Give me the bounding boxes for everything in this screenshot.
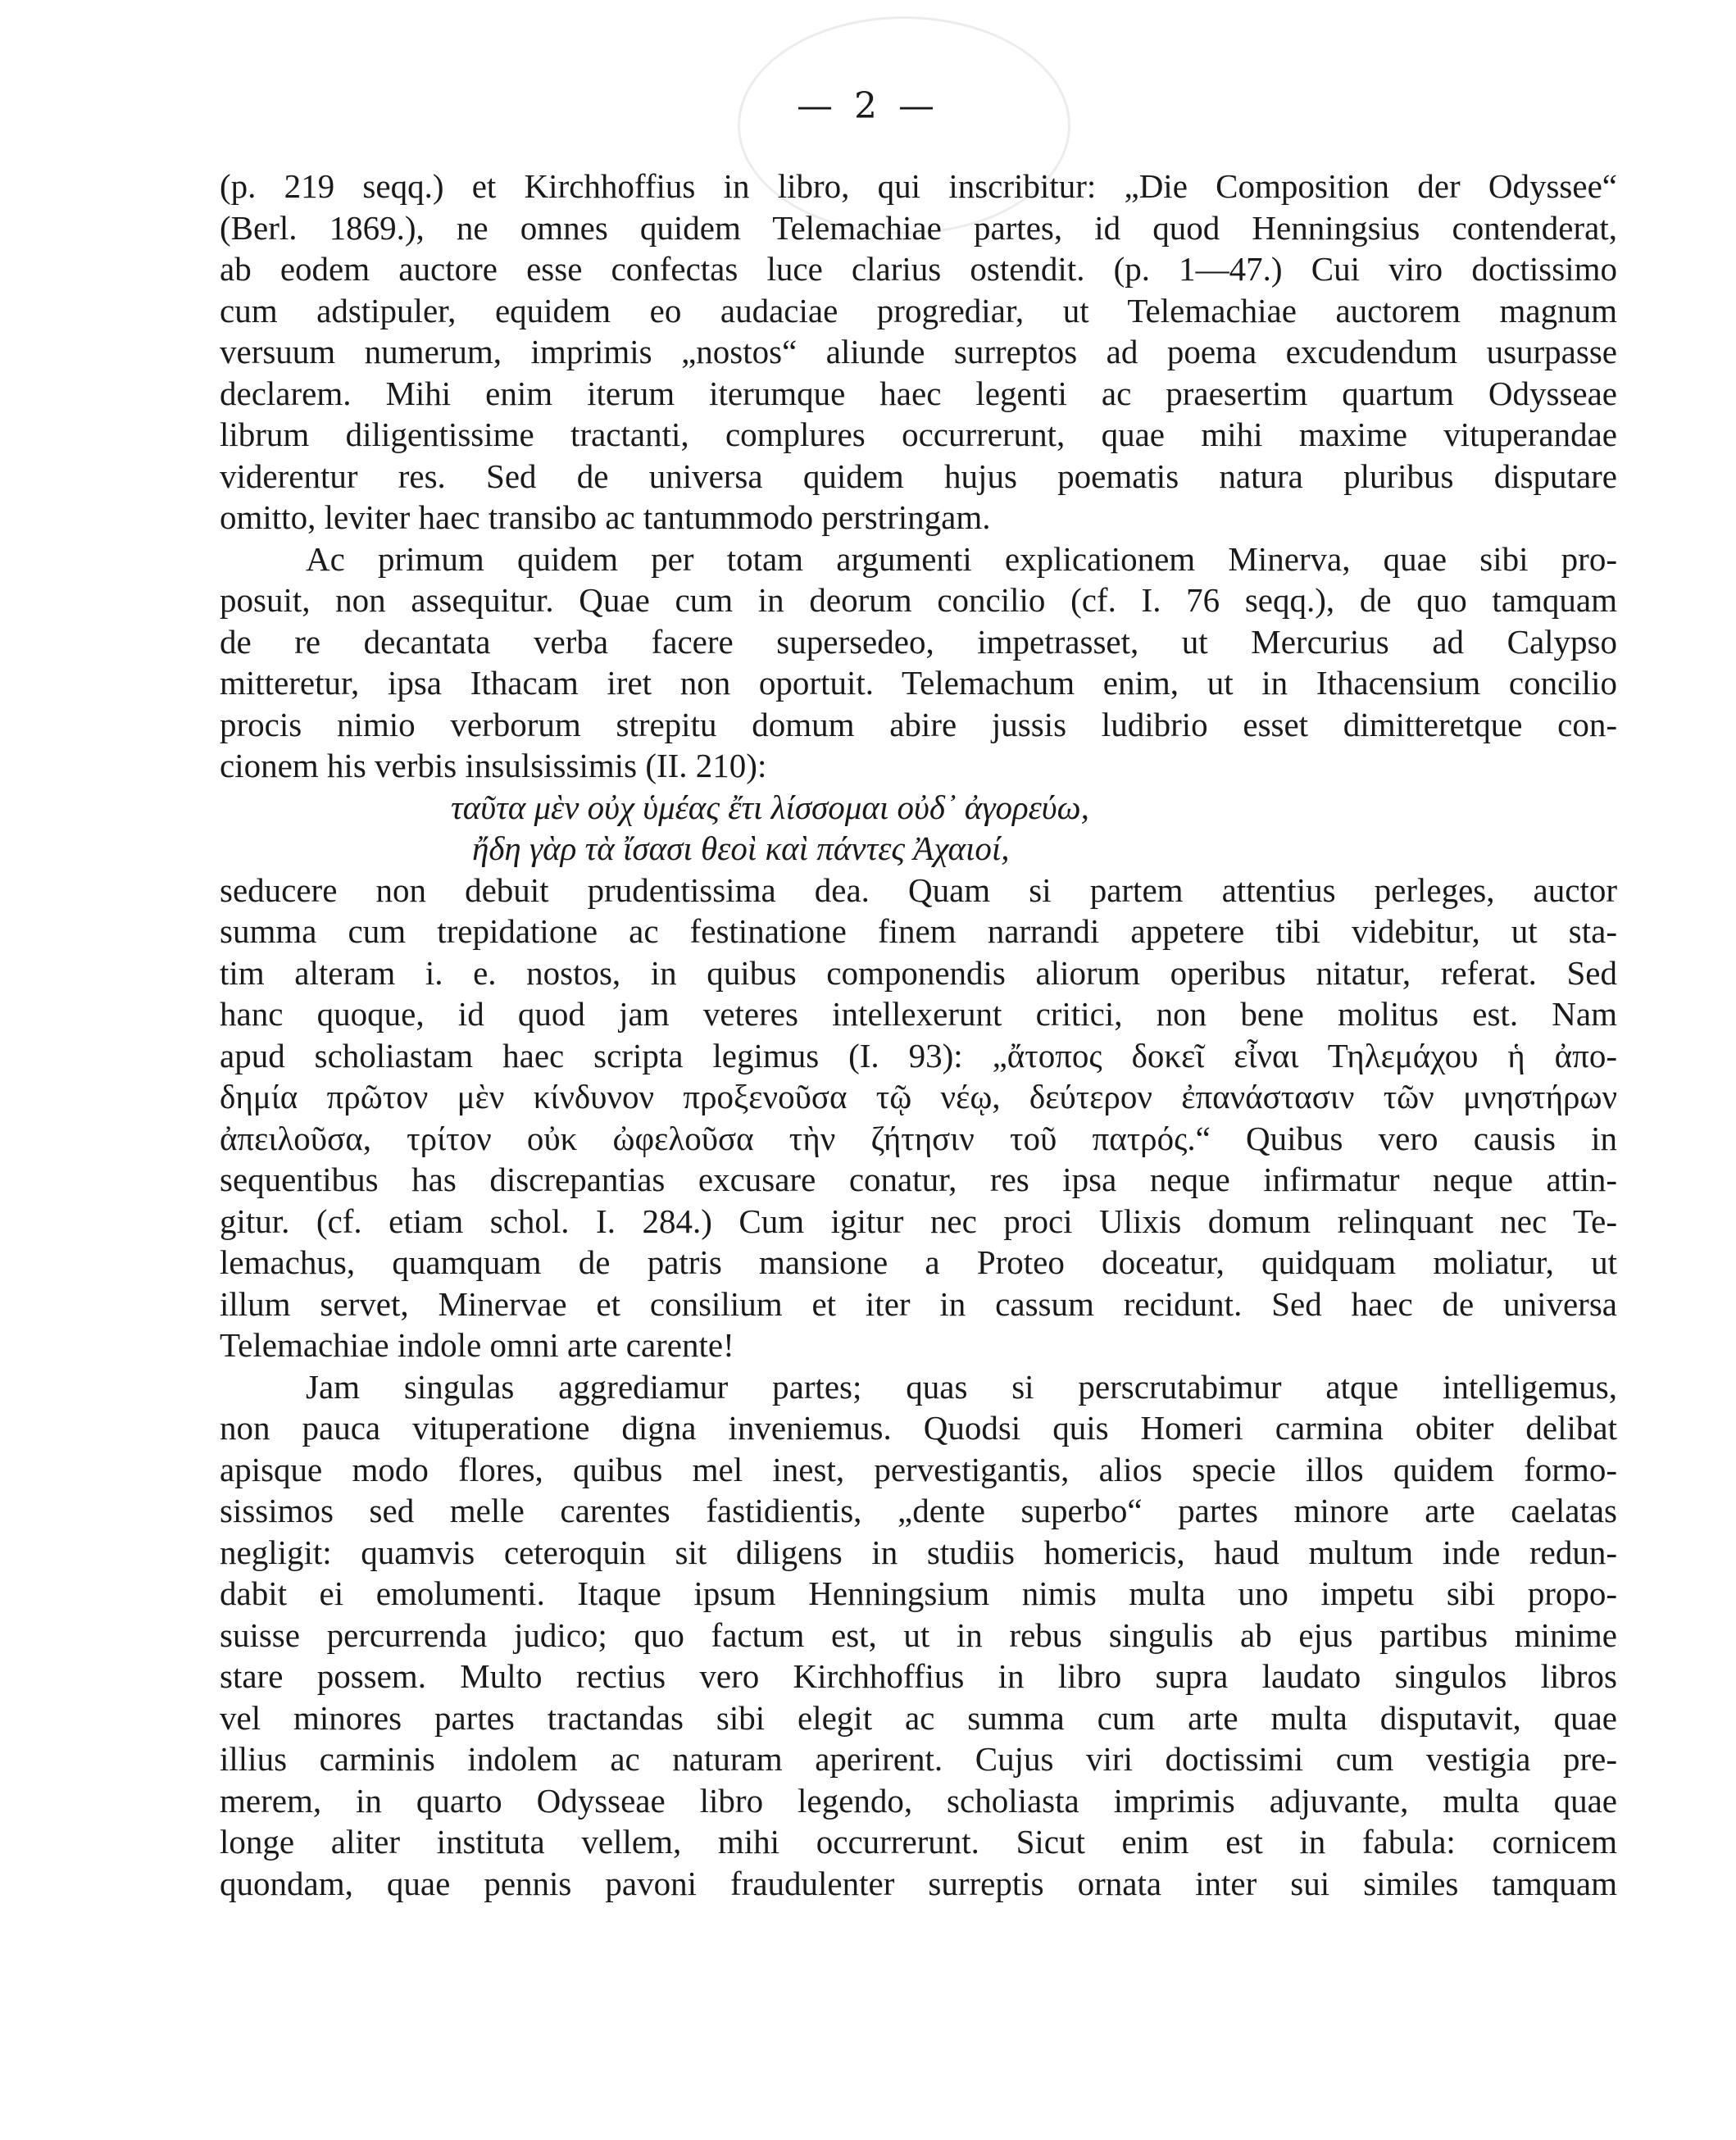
text-line: gitur. (cf. etiam schol. I. 284.) Cum igitur nec proci Ulixis domum relinquant nec Te- <box>220 1202 1617 1240</box>
text-line: ἀπειλοῦσα, τρίτον οὐκ ὠφελοῦσα τὴν ζήτησιν τοῦ πατρός.“ Quibus vero causis in <box>220 1119 1617 1157</box>
text-line: apud scholiastam haec scripta legimus (I. 93): „ἄτοπος δοκεῖ εἶναι Τηλεμάχου ἡ ἀπο- <box>220 1036 1617 1075</box>
greek-verse: ἤδη γὰρ τὰ ἴσασι θεοὶ καὶ πάντες Ἀχαιοί, <box>472 829 1010 867</box>
text-line: posuit, non assequitur. Quae cum in deorum concilio (cf. I. 76 seqq.), de quo tamquam <box>220 581 1617 619</box>
text-line: dabit ei emolumenti. Itaque ipsum Henningsium nimis multa uno impetu sibi propo- <box>220 1574 1617 1612</box>
text-line: (p. 219 seqq.) et Kirchhoffius in libro, qui inscribitur: „Die Composition der Odyssee“ <box>220 167 1617 205</box>
text-line: stare possem. Multo rectius vero Kirchhoffius in libro supra laudato singulos libros <box>220 1657 1617 1695</box>
text-line: non pauca vituperatione digna inveniemus. Quodsi quis Homeri carmina obiter delibat <box>220 1409 1617 1447</box>
text-line: (Berl. 1869.), ne omnes quidem Telemachiae partes, id quod Henningsius contenderat, <box>220 208 1617 247</box>
page-number: — 2 — <box>797 85 939 127</box>
text-line: de re decantata verba facere supersedeo, impetrasset, ut Mercurius ad Calypso <box>220 622 1617 661</box>
verse-line <box>220 828 1617 870</box>
verse-line <box>220 787 1617 829</box>
text-line: declarem. Mihi enim iterum iterumque haec legenti ac praesertim quartum Odysseae <box>220 374 1617 412</box>
text-line: negligit: quamvis ceteroquin sit diligens in studiis homericis, haud multum inde redun- <box>220 1533 1617 1571</box>
text-line: sissimos sed melle carentes fastidientis, „dente superbo“ partes minore arte caelatas <box>220 1492 1617 1529</box>
text-line: Jam singulas aggrediamur partes; quas si perscrutabimur atque intelligemus, <box>306 1367 1617 1406</box>
text-line: illius carminis indolem ac naturam aperirent. Cujus viri doctissimi cum vestigia pre- <box>220 1740 1617 1778</box>
text-line: procis nimio verborum strepitu domum abire jussis ludibrio esset dimitteretque con- <box>220 705 1617 743</box>
greek-verse: ταῦτα μὲν οὐχ ὑμέας ἔτι λίσσομαι οὐδ᾽ ἀγορεύω, <box>451 788 1089 826</box>
text-line: summa cum trepidatione ac festinatione finem narrandi appetere tibi videbitur, ut sta- <box>220 912 1617 950</box>
text-line: sequentibus has discrepantias excusare conatur, res ipsa neque infirmatur neque attin- <box>220 1161 1617 1198</box>
text-line: apisque modo flores, quibus mel inest, pervestigantis, alios specie illos quidem formo- <box>220 1450 1617 1488</box>
text-line: Telemachiae indole omni arte carente! <box>220 1326 734 1364</box>
text-line: lemachus, quamquam de patris mansione a Proteo doceatur, quidquam moliatur, ut <box>220 1243 1617 1281</box>
text-line: cum adstipuler, equidem eo audaciae progrediar, ut Telemachiae auctorem magnum <box>220 291 1617 329</box>
text-line: seducere non debuit prudentissima dea. Quam si partem attentius perleges, auctor <box>220 870 1617 909</box>
text-line: δημία πρῶτον μὲν κίνδυνον προξενοῦσα τῷ νέῳ, δεύτερον ἐπανάστασιν τῶν μνηστήρων <box>220 1078 1617 1115</box>
text-line: longe aliter instituta vellem, mihi occurrerunt. Sicut enim est in fabula: cornicem <box>220 1823 1617 1861</box>
text-line: versuum numerum, imprimis „nostos“ aliunde surreptos ad poema excudendum usurpasse <box>220 333 1617 370</box>
text-line: hanc quoque, id quod jam veteres intellexerunt critici, non bene molitus est. Nam <box>220 995 1617 1033</box>
text-line: cionem his verbis insulsissimis (II. 210): <box>220 747 767 784</box>
text-line: suisse percurrenda judico; quo factum est, ut in rebus singulis ab ejus partibus minime <box>220 1615 1617 1654</box>
text-line: tim alteram i. e. nostos, in quibus componendis aliorum operibus nitatur, referat. Sed <box>220 953 1617 992</box>
text-line: Ac primum quidem per totam argumenti explicationem Minerva, quae sibi pro- <box>306 539 1617 578</box>
text-line: vel minores partes tractandas sibi elegit ac summa cum arte multa disputavit, quae <box>220 1698 1617 1737</box>
text-line: quondam, quae pennis pavoni fraudulenter surreptis ornata inter sui similes tamquam <box>220 1864 1617 1902</box>
text-line: viderentur res. Sed de universa quidem hujus poematis natura pluribus disputare <box>220 457 1617 495</box>
text-line: mitteretur, ipsa Ithacam iret non oportuit. Telemachum enim, ut in Ithacensium concilio <box>220 664 1617 702</box>
text-line: librum diligentissime tractanti, complures occurrerunt, quae mihi maxime vituperandae <box>220 416 1617 453</box>
body-text <box>220 166 1617 1904</box>
text-line: omitto, leviter haec transibo ac tantummodo perstringam. <box>220 498 991 536</box>
text-line: merem, in quarto Odysseae libro legendo, scholiasta imprimis adjuvante, multa quae <box>220 1781 1617 1820</box>
text-line: ab eodem auctore esse confectas luce clarius ostendit. (p. 1—47.) Cui viro doctissimo <box>220 250 1617 288</box>
text-line: illum servet, Minervae et consilium et iter in cassum recidunt. Sed haec de universa <box>220 1284 1617 1323</box>
